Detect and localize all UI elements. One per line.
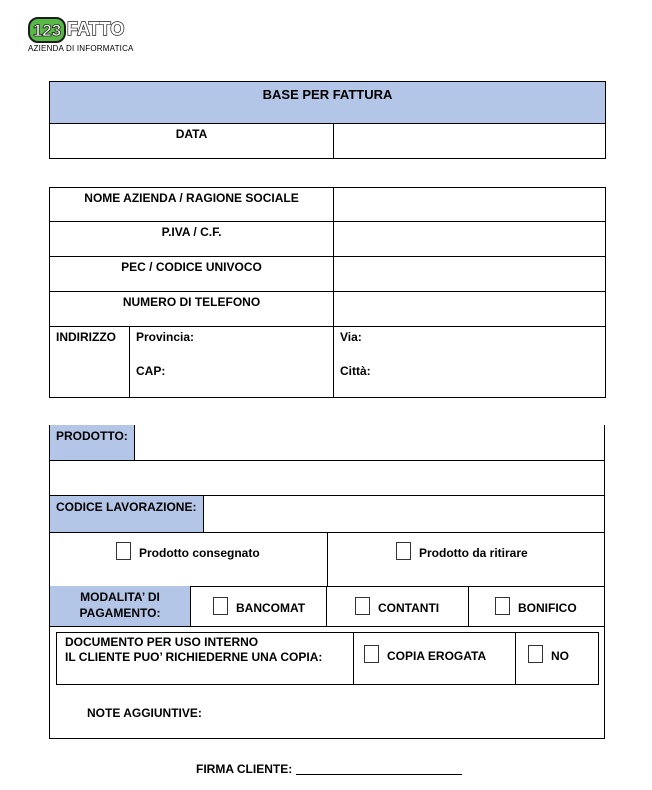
street-city-cell[interactable] bbox=[334, 327, 606, 398]
address-label: INDIRIZZO bbox=[50, 327, 130, 398]
street-label: Via: bbox=[340, 330, 362, 344]
vat-label: P.IVA / C.F. bbox=[50, 222, 334, 257]
company-logo bbox=[28, 14, 126, 44]
delivered-checkbox[interactable] bbox=[116, 542, 131, 560]
payment-label: MODALITA’ DI PAGAMENTO: bbox=[50, 586, 191, 626]
phone-label: NUMERO DI TELEFONO bbox=[50, 292, 334, 327]
delivery-row bbox=[49, 532, 605, 587]
copy-issued-option[interactable]: COPIA EROGATA bbox=[354, 633, 516, 684]
signature-line[interactable] bbox=[296, 761, 462, 775]
header-table bbox=[49, 81, 606, 159]
delivered-option[interactable] bbox=[50, 532, 328, 586]
zip-label: CAP: bbox=[136, 364, 166, 378]
date-label-cell: DATA bbox=[50, 124, 334, 159]
payment-option-contanti[interactable]: CONTANTI bbox=[327, 586, 469, 626]
payment-option-bancomat[interactable]: BANCOMAT bbox=[191, 586, 327, 626]
product-field[interactable] bbox=[49, 460, 605, 496]
payment-row bbox=[49, 586, 605, 627]
no-copy-checkbox[interactable] bbox=[528, 645, 543, 663]
internal-doc-text: DOCUMENTO PER USO INTERNO IL CLIENTE PUO’ RICHIEDERNE UNA COPIA: bbox=[57, 633, 354, 684]
bancomat-checkbox[interactable] bbox=[213, 597, 228, 615]
product-row bbox=[49, 425, 605, 460]
internal-doc-box bbox=[56, 632, 599, 685]
no-copy-option[interactable]: NO bbox=[516, 633, 598, 684]
logo-tagline: AZIENDA DI INFORMATICA bbox=[28, 44, 134, 53]
vat-field[interactable] bbox=[334, 222, 606, 257]
payment-option-bonifico[interactable]: BONIFICO bbox=[469, 586, 604, 626]
delivered-label: Prodotto consegnato bbox=[139, 546, 260, 560]
phone-field[interactable] bbox=[334, 292, 606, 327]
client-table bbox=[49, 187, 606, 398]
work-code-field[interactable] bbox=[204, 496, 604, 532]
to-collect-label: Prodotto da ritirare bbox=[419, 546, 528, 560]
signature-label: FIRMA CLIENTE: bbox=[196, 762, 293, 776]
city-label: Città: bbox=[340, 364, 371, 378]
copy-issued-checkbox[interactable] bbox=[364, 645, 379, 663]
logo-word: FATTO bbox=[67, 19, 125, 39]
product-label: PRODOTTO: bbox=[50, 425, 135, 460]
to-collect-checkbox[interactable] bbox=[396, 542, 411, 560]
work-code-label: CODICE LAVORAZIONE: bbox=[50, 496, 204, 532]
date-field[interactable] bbox=[334, 124, 606, 159]
logo-number: 123 bbox=[32, 21, 62, 40]
pec-field[interactable] bbox=[334, 257, 606, 292]
work-code-row bbox=[49, 495, 605, 533]
pec-label: PEC / CODICE UNIVOCO bbox=[50, 257, 334, 292]
signature-block bbox=[196, 761, 462, 776]
form-title: BASE PER FATTURA bbox=[50, 82, 606, 124]
province-label: Provincia: bbox=[136, 330, 195, 344]
to-collect-option[interactable] bbox=[328, 532, 604, 586]
notes-label: NOTE AGGIUNTIVE: bbox=[87, 706, 202, 720]
company-name-label: NOME AZIENDA / RAGIONE SOCIALE bbox=[50, 188, 334, 222]
notes-field[interactable] bbox=[210, 696, 600, 732]
province-zip-cell[interactable] bbox=[130, 327, 334, 398]
contanti-checkbox[interactable] bbox=[355, 597, 370, 615]
internal-notes-box bbox=[49, 626, 605, 739]
logo-graphic bbox=[28, 14, 126, 44]
bonifico-checkbox[interactable] bbox=[495, 597, 510, 615]
company-name-field[interactable] bbox=[334, 188, 606, 222]
